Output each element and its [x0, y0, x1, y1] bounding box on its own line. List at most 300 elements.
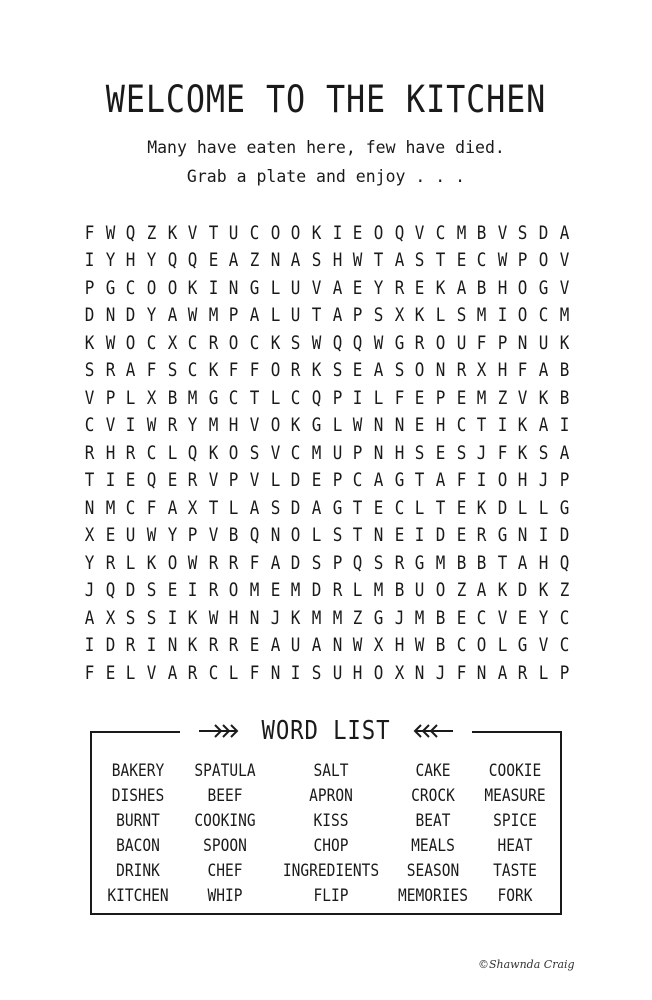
grid-letter: L [538, 662, 549, 684]
grid-letter: R [84, 442, 95, 464]
grid-letter: M [249, 580, 260, 602]
grid-letter: Q [187, 250, 198, 272]
grid-letter: Q [105, 580, 115, 602]
grid-letter: I [105, 470, 115, 492]
grid-letter: E [105, 525, 115, 547]
grid-letter: G [311, 415, 322, 437]
grid-letter: O [229, 442, 239, 464]
grid-letter: W [353, 415, 363, 437]
word-search-grid [80, 220, 574, 688]
grid-letter: V [208, 525, 219, 547]
grid-letter: R [208, 332, 219, 354]
grid-letter: T [435, 250, 446, 272]
grid-letter: C [249, 222, 260, 244]
grid-letter: M [435, 552, 446, 574]
grid-letter: D [435, 525, 446, 547]
grid-letter: K [518, 415, 528, 437]
grid-letter: E [249, 635, 260, 657]
word-list-heading: WORD LIST [261, 716, 391, 746]
grid-letter: A [518, 552, 528, 574]
grid-letter: N [229, 277, 239, 299]
grid-letter: E [414, 277, 425, 299]
grid-letter: F [146, 360, 157, 382]
grid-letter: P [497, 332, 508, 354]
grid-letter: L [518, 497, 528, 519]
grid-letter: L [353, 580, 363, 602]
word-list-item: MEASURE [484, 786, 546, 805]
grid-letter: D [311, 580, 322, 602]
grid-letter: R [229, 552, 239, 574]
grid-letter: D [125, 305, 136, 327]
grid-letter: O [373, 662, 384, 684]
grid-letter: K [84, 332, 95, 354]
grid-letter: A [84, 607, 95, 629]
grid-letter: S [311, 250, 322, 272]
grid-letter: O [270, 360, 281, 382]
grid-letter: F [476, 332, 487, 354]
grid-letter: X [394, 305, 404, 327]
word-list-item: COOKING [194, 811, 256, 830]
grid-letter: E [125, 470, 136, 492]
grid-letter: R [456, 360, 466, 382]
word-list-item: BEEF [207, 786, 243, 805]
grid-letter: I [208, 277, 219, 299]
arrow-right-chevrons-icon [197, 721, 241, 741]
grid-letter: Q [353, 552, 363, 574]
grid-letter: X [187, 497, 198, 519]
grid-letter: I [559, 415, 570, 437]
word-list-item: MEMORIES [398, 886, 468, 905]
grid-letter: K [270, 332, 281, 354]
grid-letter: W [208, 607, 219, 629]
grid-letter: J [270, 607, 281, 629]
grid-letter: E [414, 415, 425, 437]
grid-row [80, 330, 574, 358]
grid-letter: P [435, 387, 446, 409]
grid-letter: N [373, 415, 384, 437]
grid-letter: O [291, 222, 301, 244]
grid-letter: S [249, 442, 260, 464]
grid-letter: A [435, 470, 446, 492]
grid-letter: H [394, 442, 404, 464]
grid-letter: V [249, 470, 260, 492]
grid-letter: O [229, 580, 239, 602]
grid-letter: A [270, 552, 281, 574]
word-list-item: SEASON [406, 861, 460, 880]
word-list-item: HEAT [497, 836, 533, 855]
grid-letter: O [497, 470, 508, 492]
grid-letter: N [270, 662, 281, 684]
grid-letter: I [497, 305, 508, 327]
grid-letter: K [538, 580, 549, 602]
grid-letter: V [187, 222, 198, 244]
grid-letter: O [125, 332, 136, 354]
grid-letter: J [435, 662, 446, 684]
grid-letter: T [476, 415, 487, 437]
page-title: WELCOME TO THE KITCHEN [105, 78, 547, 121]
grid-letter: O [146, 277, 157, 299]
grid-letter: M [208, 415, 219, 437]
word-list-item: APRON [309, 786, 353, 805]
grid-letter: U [229, 222, 239, 244]
grid-letter: P [332, 470, 342, 492]
grid-letter: F [229, 360, 239, 382]
word-list-item: BAKERY [111, 761, 165, 780]
grid-letter: W [105, 332, 115, 354]
grid-letter: Y [84, 552, 95, 574]
grid-letter: M [456, 222, 466, 244]
grid-letter: P [229, 305, 239, 327]
grid-letter: M [559, 305, 570, 327]
grid-letter: O [270, 222, 281, 244]
grid-row [80, 275, 574, 303]
grid-letter: B [167, 387, 177, 409]
grid-letter: N [518, 332, 528, 354]
grid-letter: V [84, 387, 95, 409]
grid-letter: H [229, 415, 239, 437]
grid-letter: X [146, 387, 157, 409]
grid-letter: Y [373, 277, 384, 299]
grid-letter: U [291, 635, 301, 657]
grid-letter: A [311, 497, 322, 519]
grid-letter: D [291, 552, 301, 574]
grid-letter: B [476, 222, 487, 244]
grid-letter: I [538, 525, 549, 547]
grid-letter: I [187, 580, 198, 602]
grid-letter: V [414, 222, 425, 244]
grid-letter: J [394, 607, 404, 629]
grid-letter: C [84, 415, 95, 437]
grid-letter: T [249, 387, 260, 409]
grid-letter: C [187, 332, 198, 354]
grid-letter: R [394, 277, 404, 299]
grid-row [80, 303, 574, 331]
grid-letter: H [353, 662, 363, 684]
grid-letter: N [394, 415, 404, 437]
grid-letter: E [394, 525, 404, 547]
grid-letter: L [332, 415, 342, 437]
grid-letter: F [456, 470, 466, 492]
grid-letter: E [208, 250, 219, 272]
artist-signature: ©Shawnda Craig [478, 958, 575, 971]
grid-letter: A [476, 580, 487, 602]
word-list-item: WHIP [207, 886, 243, 905]
grid-letter: Y [146, 250, 157, 272]
arrow-left-chevrons-icon [411, 721, 455, 741]
grid-letter: H [332, 250, 342, 272]
grid-letter: E [456, 497, 466, 519]
grid-letter: O [167, 552, 177, 574]
grid-letter: V [311, 277, 322, 299]
grid-letter: L [373, 387, 384, 409]
grid-letter: C [208, 662, 219, 684]
grid-letter: R [291, 360, 301, 382]
grid-letter: L [497, 635, 508, 657]
grid-letter: L [125, 552, 136, 574]
grid-letter: O [291, 525, 301, 547]
grid-letter: Z [497, 387, 508, 409]
grid-letter: S [456, 305, 466, 327]
grid-letter: K [497, 580, 508, 602]
word-list-item: SPOON [203, 836, 247, 855]
grid-letter: W [187, 552, 198, 574]
grid-letter: M [291, 580, 301, 602]
grid-letter: I [84, 635, 95, 657]
grid-letter: B [456, 552, 466, 574]
grid-letter: P [332, 387, 342, 409]
grid-letter: G [105, 277, 115, 299]
grid-letter: X [105, 607, 115, 629]
grid-letter: I [291, 662, 301, 684]
grid-letter: M [105, 497, 115, 519]
grid-letter: D [84, 305, 95, 327]
grid-letter: F [518, 360, 528, 382]
grid-letter: L [125, 387, 136, 409]
grid-letter: O [435, 580, 446, 602]
grid-letter: E [373, 497, 384, 519]
grid-letter: S [270, 497, 281, 519]
grid-letter: J [538, 470, 549, 492]
word-list [98, 758, 554, 908]
grid-letter: T [497, 552, 508, 574]
grid-letter: R [208, 580, 219, 602]
grid-letter: A [167, 305, 177, 327]
grid-letter: N [414, 662, 425, 684]
grid-letter: P [518, 250, 528, 272]
grid-letter: K [414, 305, 425, 327]
grid-letter: G [394, 470, 404, 492]
grid-letter: E [353, 360, 363, 382]
grid-letter: B [394, 580, 404, 602]
grid-letter: L [125, 662, 136, 684]
grid-letter: E [518, 607, 528, 629]
grid-letter: M [311, 442, 322, 464]
grid-letter: P [559, 470, 570, 492]
grid-letter: K [291, 607, 301, 629]
grid-letter: R [229, 635, 239, 657]
grid-letter: P [229, 470, 239, 492]
grid-letter: A [229, 250, 239, 272]
grid-letter: S [146, 580, 157, 602]
grid-letter: K [311, 222, 322, 244]
grid-letter: V [518, 387, 528, 409]
grid-letter: Q [559, 552, 570, 574]
grid-letter: W [105, 222, 115, 244]
grid-letter: U [291, 305, 301, 327]
grid-letter: H [497, 277, 508, 299]
grid-letter: A [249, 305, 260, 327]
grid-letter: D [105, 635, 115, 657]
grid-letter: I [497, 415, 508, 437]
grid-letter: Z [456, 580, 466, 602]
grid-letter: U [456, 332, 466, 354]
grid-letter: C [125, 497, 136, 519]
grid-row [80, 220, 574, 248]
grid-letter: F [394, 387, 404, 409]
subtitle-line-2: Grab a plate and enjoy . . . [186, 167, 466, 186]
grid-letter: L [538, 497, 549, 519]
word-list-item: TASTE [493, 861, 537, 880]
grid-row [80, 633, 574, 661]
word-list-item: COOKIE [488, 761, 542, 780]
grid-letter: T [435, 497, 446, 519]
word-list-item: CHEF [207, 861, 243, 880]
grid-letter: C [559, 635, 570, 657]
word-list-item: CROCK [411, 786, 455, 805]
grid-letter: L [435, 305, 446, 327]
grid-letter: O [373, 222, 384, 244]
grid-letter: A [497, 662, 508, 684]
grid-letter: O [167, 277, 177, 299]
grid-letter: S [167, 360, 177, 382]
grid-letter: S [456, 442, 466, 464]
grid-letter: R [125, 635, 136, 657]
grid-letter: A [538, 360, 549, 382]
grid-letter: E [105, 662, 115, 684]
grid-letter: X [373, 635, 384, 657]
grid-letter: I [84, 250, 95, 272]
grid-letter: V [146, 662, 157, 684]
grid-letter: C [476, 250, 487, 272]
word-list-item: MEALS [411, 836, 455, 855]
grid-letter: E [456, 607, 466, 629]
grid-letter: S [84, 360, 95, 382]
grid-letter: S [311, 662, 322, 684]
grid-letter: X [394, 662, 404, 684]
grid-letter: O [538, 250, 549, 272]
grid-letter: M [311, 607, 322, 629]
grid-letter: N [373, 442, 384, 464]
grid-letter: C [559, 607, 570, 629]
grid-letter: I [332, 222, 342, 244]
grid-row [80, 495, 574, 523]
grid-letter: Y [187, 415, 198, 437]
grid-letter: K [476, 497, 487, 519]
grid-letter: T [414, 470, 425, 492]
grid-letter: Q [311, 387, 322, 409]
grid-letter: C [435, 222, 446, 244]
grid-letter: O [476, 635, 487, 657]
grid-letter: V [208, 470, 219, 492]
grid-letter: Q [187, 442, 198, 464]
grid-letter: C [249, 332, 260, 354]
grid-letter: W [353, 635, 363, 657]
grid-letter: T [84, 470, 95, 492]
grid-row [80, 660, 574, 688]
grid-letter: E [167, 580, 177, 602]
word-list-item: BACON [116, 836, 160, 855]
grid-letter: K [291, 415, 301, 437]
grid-letter: S [332, 525, 342, 547]
grid-letter: W [414, 635, 425, 657]
grid-letter: I [146, 635, 157, 657]
grid-letter: H [394, 635, 404, 657]
grid-letter: U [414, 580, 425, 602]
grid-letter: T [208, 497, 219, 519]
grid-letter: C [146, 442, 157, 464]
grid-letter: V [559, 250, 570, 272]
grid-letter: V [497, 222, 508, 244]
word-list-item: INGREDIENTS [282, 861, 380, 880]
grid-letter: H [229, 607, 239, 629]
word-list-item: BURNT [116, 811, 160, 830]
grid-letter: F [456, 662, 466, 684]
grid-letter: M [332, 607, 342, 629]
grid-letter: A [373, 470, 384, 492]
grid-letter: S [414, 250, 425, 272]
grid-letter: M [208, 305, 219, 327]
grid-row [80, 523, 574, 551]
grid-letter: L [229, 497, 239, 519]
grid-letter: K [518, 442, 528, 464]
grid-letter: H [125, 250, 136, 272]
grid-letter: Z [559, 580, 570, 602]
grid-letter: I [125, 415, 136, 437]
grid-letter: V [538, 635, 549, 657]
grid-letter: O [518, 305, 528, 327]
grid-letter: W [311, 332, 322, 354]
grid-letter: L [270, 387, 281, 409]
grid-letter: G [208, 387, 219, 409]
grid-letter: M [476, 305, 487, 327]
grid-letter: G [249, 277, 260, 299]
grid-letter: F [249, 360, 260, 382]
grid-letter: C [125, 277, 136, 299]
grid-letter: I [476, 470, 487, 492]
grid-letter: F [84, 662, 95, 684]
grid-letter: S [394, 360, 404, 382]
grid-letter: A [249, 497, 260, 519]
grid-letter: P [332, 552, 342, 574]
grid-letter: E [353, 222, 363, 244]
grid-letter: H [538, 552, 549, 574]
grid-letter: M [414, 607, 425, 629]
grid-letter: S [373, 305, 384, 327]
grid-letter: P [353, 305, 363, 327]
grid-letter: G [373, 607, 384, 629]
grid-letter: D [291, 497, 301, 519]
grid-letter: B [435, 635, 446, 657]
grid-letter: A [456, 277, 466, 299]
grid-letter: R [414, 332, 425, 354]
grid-letter: X [476, 360, 487, 382]
grid-letter: C [291, 387, 301, 409]
grid-letter: H [497, 360, 508, 382]
grid-row [80, 413, 574, 441]
grid-letter: S [146, 607, 157, 629]
grid-letter: K [146, 552, 157, 574]
word-list-item: KITCHEN [107, 886, 169, 905]
grid-letter: Q [249, 525, 260, 547]
grid-letter: L [270, 305, 281, 327]
grid-letter: E [167, 470, 177, 492]
word-list-item: FLIP [313, 886, 349, 905]
grid-letter: C [538, 305, 549, 327]
grid-letter: B [559, 387, 570, 409]
grid-letter: D [538, 222, 549, 244]
grid-letter: A [270, 635, 281, 657]
grid-letter: Z [146, 222, 157, 244]
grid-letter: R [105, 552, 115, 574]
grid-letter: P [187, 525, 198, 547]
grid-letter: N [84, 497, 95, 519]
grid-letter: S [125, 607, 136, 629]
grid-letter: E [414, 387, 425, 409]
grid-letter: G [394, 332, 404, 354]
grid-letter: X [84, 525, 95, 547]
grid-letter: G [332, 497, 342, 519]
grid-letter: U [291, 277, 301, 299]
